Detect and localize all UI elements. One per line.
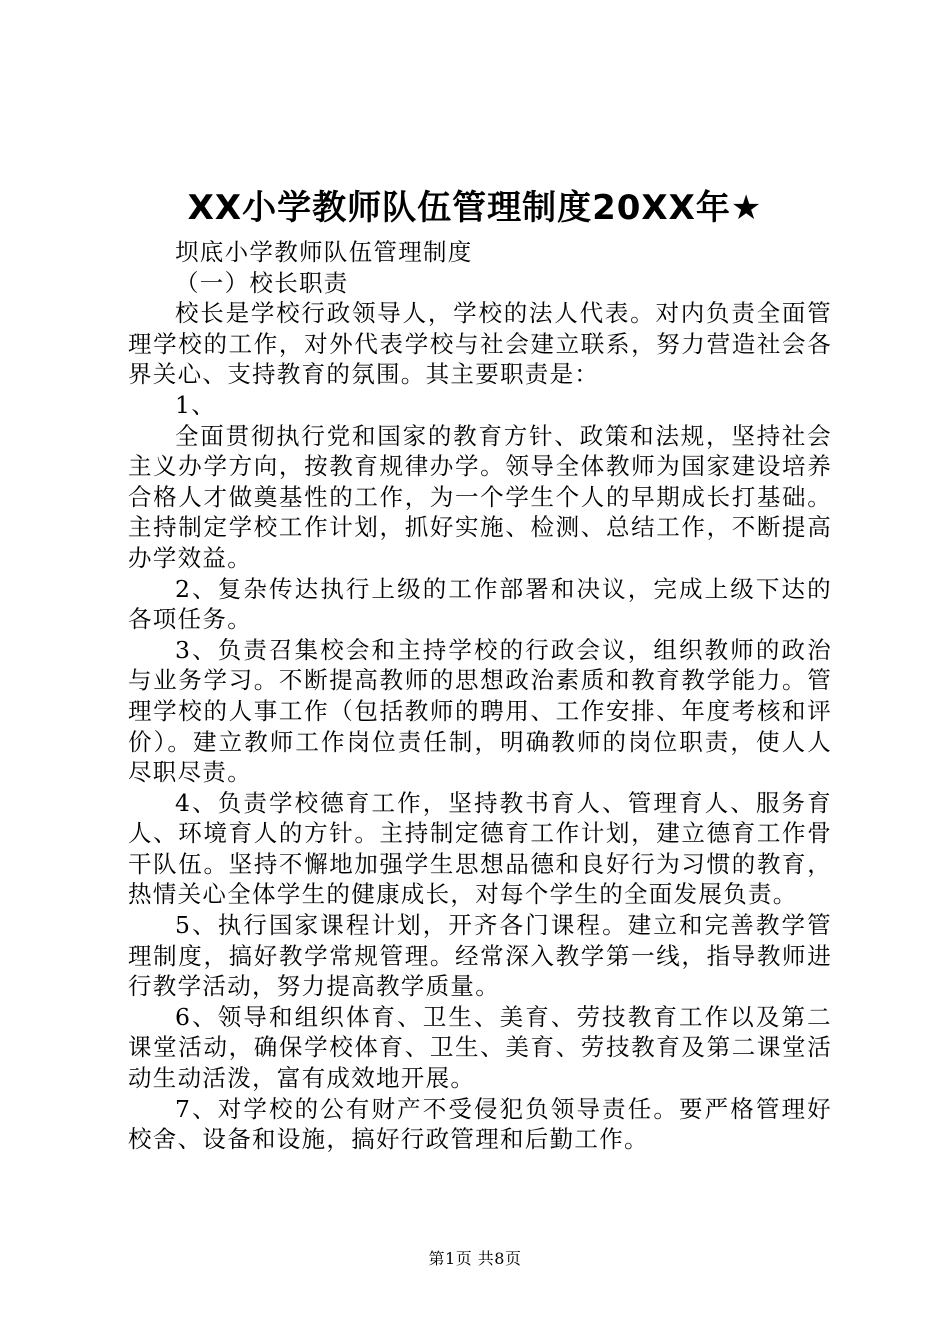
- paragraph-item-6: 6、领导和组织体育、卫生、美育、劳技教育工作以及第二课堂活动，确保学校体育、卫生、美育、劳技教育及第二课堂活动生动活泼，富有成效地开展。: [128, 1002, 832, 1093]
- paragraph-intro: 校长是学校行政领导人，学校的法人代表。对内负责全面管理学校的工作，对外代表学校与社会建立联系，努力营造社会各界关心、支持教育的氛围。其主要职责是：: [128, 299, 832, 389]
- document-body: [128, 237, 832, 1155]
- paragraph-item-7: 7、对学校的公有财产不受侵犯负领导责任。要严格管理好校舍、设备和设施，搞好行政管理和后勤工作。: [128, 1094, 832, 1154]
- paragraph-item-5: 5、执行国家课程计划，开齐各门课程。建立和完善教学管理制度，搞好教学常规管理。经常深入教学第一线，指导教师进行教学活动，努力提高教学质量。: [128, 911, 832, 1001]
- page-footer: 第1页 共8页: [428, 1249, 522, 1268]
- paragraph-section-heading: （一）校长职责: [175, 268, 349, 297]
- paragraph-item-1: 全面贯彻执行党和国家的教育方针、政策和法规，坚持社会主义办学方向，按教育规律办学。领导全体教师为国家建设培养合格人才做奠基性的工作，为一个学生个人的早期成长打基础。主持制定学校工作计划，抓好实施、检测、总结工作，不断提高办学效益。: [128, 421, 832, 572]
- paragraph-school-heading: 坝底小学教师队伍管理制度: [175, 238, 473, 266]
- paragraph-item-3: 3、负责召集校会和主持学校的行政会议，组织教师的政治与业务学习。不断提高教师的思想政治素质和教育教学能力。管理学校的人事工作（包括教师的聘用、工作安排、年度考核和评价）。建立教师工作岗位责任制，明确教师的岗位职责，使人人尽职尽责。: [128, 635, 832, 787]
- paragraph-item-2: 2、复杂传达执行上级的工作部署和决议，完成上级下达的各项任务。: [128, 574, 832, 634]
- paragraph-item-4: 4、负责学校德育工作，坚持教书育人、管理育人、服务育人、环境育人的方针。主持制定德育工作计划，建立德育工作骨干队伍。坚持不懈地加强学生思想品德和良好行为习惯的教育，热情关心全体学生的健康成长，对每个学生的全面发展负责。: [128, 788, 832, 909]
- document-title: XX小学教师队伍管理制度20XX年★: [187, 188, 763, 228]
- paragraph-item-1-number: 1、: [175, 390, 217, 419]
